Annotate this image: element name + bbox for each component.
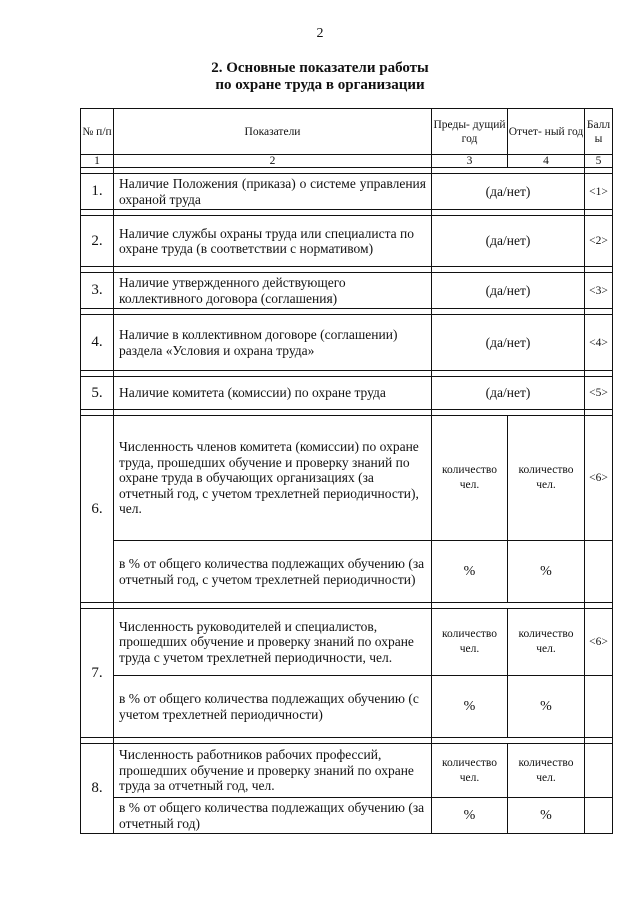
row-number: 8.	[81, 744, 114, 834]
column-index: 3	[432, 155, 508, 168]
header-report-year: Отчет- ный год	[508, 109, 585, 155]
table-row	[81, 315, 613, 371]
header-score: Балл ы	[585, 109, 613, 155]
row-sub-prev: %	[432, 541, 508, 603]
row-sub-report: %	[508, 798, 585, 834]
row-number: 4.	[81, 315, 114, 371]
row-text: Численность членов комитета (комиссии) по охране труда, прошедших обучение и проверку знаний по охране труда в обучающих организациях (за отчетный год, с учетом трехлетней периодичности), чел.	[114, 416, 432, 541]
section-title-line-1: 2. Основные показатели работы	[211, 60, 429, 76]
row-sub-score	[585, 676, 613, 738]
row-number: 1.	[81, 174, 114, 210]
row-text: Наличие в коллективном договоре (соглашении) раздела «Условия и охрана труда»	[114, 315, 432, 371]
column-index: 1	[81, 155, 114, 168]
table-subrow	[81, 798, 613, 834]
row-report-value: количество чел.	[508, 609, 585, 676]
table-row	[81, 377, 613, 410]
header-row	[81, 109, 613, 155]
column-index: 4	[508, 155, 585, 168]
page-number: 2	[316, 26, 324, 41]
row-sub-text: в % от общего количества подлежащих обучению (за отчетный год, с учетом трехлетней периодичности)	[114, 541, 432, 603]
table-row	[81, 744, 613, 798]
row-text: Численность руководителей и специалистов, прошедших обучение и проверку знаний по охране труда с учетом трехлетней периодичности, чел.	[114, 609, 432, 676]
row-sub-text: в % от общего количества подлежащих обучению (с учетом трехлетней периодичности)	[114, 676, 432, 738]
section-title-line-2: по охране труда в организации	[215, 77, 425, 93]
row-value: (да/нет)	[432, 315, 585, 371]
row-sub-report: %	[508, 676, 585, 738]
row-score	[585, 744, 613, 798]
row-score: <6>	[585, 416, 613, 541]
row-text: Наличие Положения (приказа) о системе управления охраной труда	[114, 174, 432, 210]
header-num: № п/п	[81, 109, 114, 155]
row-sub-score	[585, 541, 613, 603]
table-subrow	[81, 541, 613, 603]
header-prev-year: Преды- дущий год	[432, 109, 508, 155]
row-sub-score	[585, 798, 613, 834]
column-index: 5	[585, 155, 613, 168]
row-number: 3.	[81, 273, 114, 309]
row-report-value: количество чел.	[508, 744, 585, 798]
row-text: Наличие службы охраны труда или специалиста по охране труда (в соответствии с нормативом)	[114, 216, 432, 267]
row-sub-text: в % от общего количества подлежащих обучению (за отчетный год)	[114, 798, 432, 834]
row-value: (да/нет)	[432, 216, 585, 267]
row-number: 5.	[81, 377, 114, 410]
row-score: <4>	[585, 315, 613, 371]
row-report-value: количество чел.	[508, 416, 585, 541]
table-row	[81, 174, 613, 210]
column-index: 2	[114, 155, 432, 168]
row-text: Наличие комитета (комиссии) по охране труда	[114, 377, 432, 410]
table-row	[81, 216, 613, 267]
table-row	[81, 273, 613, 309]
row-score: <3>	[585, 273, 613, 309]
row-score: <1>	[585, 174, 613, 210]
row-sub-report: %	[508, 541, 585, 603]
row-value: (да/нет)	[432, 174, 585, 210]
section-title	[0, 60, 640, 94]
labor-safety-indicators-table	[80, 108, 613, 834]
row-text: Численность работников рабочих профессий, прошедших обучение и проверку знаний по охране труда за отчетный год, чел.	[114, 744, 432, 798]
column-index-row	[81, 155, 613, 168]
row-score: <6>	[585, 609, 613, 676]
row-number: 2.	[81, 216, 114, 267]
row-prev-value: количество чел.	[432, 416, 508, 541]
row-score: <2>	[585, 216, 613, 267]
table-row	[81, 416, 613, 541]
row-sub-prev: %	[432, 676, 508, 738]
row-number: 6.	[81, 416, 114, 603]
row-value: (да/нет)	[432, 377, 585, 410]
header-indicators: Показатели	[114, 109, 432, 155]
row-text: Наличие утвержденного действующего коллективного договора (соглашения)	[114, 273, 432, 309]
row-value: (да/нет)	[432, 273, 585, 309]
row-prev-value: количество чел.	[432, 609, 508, 676]
table-subrow	[81, 676, 613, 738]
table-row	[81, 609, 613, 676]
row-score: <5>	[585, 377, 613, 410]
row-prev-value: количество чел.	[432, 744, 508, 798]
row-number: 7.	[81, 609, 114, 738]
row-sub-prev: %	[432, 798, 508, 834]
